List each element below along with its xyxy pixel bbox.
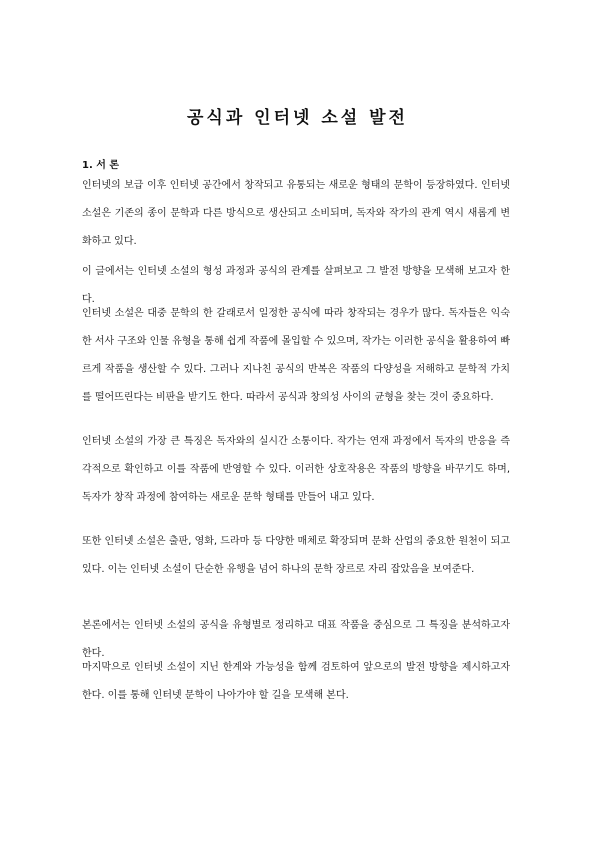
section-heading: 1. 서 론 xyxy=(82,160,120,171)
paragraph: 인터넷 소설은 대중 문학의 한 갈래로서 일정한 공식에 따라 창작되는 경우가 많다. 독자들은 익숙한 서사 구조와 인물 유형을 통해 쉽게 작품에 몰입할 수 있으며, 작가는 이러한 공식을 활용하여 빠르게 작품을 생산할 수 있다. 그러나 지나친 공식의 반복은 작품의 다양성을 저해하고 문학적 가치를 떨어뜨린다는 비판을 받기도 한다. 따라서 공식과 창의성 사이의 균형을 찾는 것이 중요하다. xyxy=(82,308,510,403)
paragraph: 또한 인터넷 소설은 출판, 영화, 드라마 등 다양한 매체로 확장되며 문화 산업의 중요한 원천이 되고 있다. 이는 인터넷 소설이 단순한 유행을 넘어 하나의 문학 장르로 자리 잡았음을 보여준다. xyxy=(82,536,510,575)
paragraph: 마지막으로 인터넷 소설이 지닌 한계와 가능성을 함께 검토하여 앞으로의 발전 방향을 제시하고자 한다. 이를 통해 인터넷 문학이 나아가야 할 길을 모색해 본다. xyxy=(82,662,510,701)
document-title: 공식과 인터넷 소설 발전 xyxy=(187,108,408,128)
paragraph: 인터넷 소설의 가장 큰 특징은 독자와의 실시간 소통이다. 작가는 연재 과정에서 독자의 반응을 즉각적으로 확인하고 이를 작품에 반영할 수 있다. 이러한 상호작용은 작품의 방향을 바꾸기도 하며, 독자가 창작 과정에 참여하는 새로운 문학 형태를 만들어 내고 있다. xyxy=(82,436,510,503)
paragraph: 이 글에서는 인터넷 소설의 형성 과정과 공식의 관계를 살펴보고 그 발전 방향을 모색해 보고자 한다. xyxy=(82,266,510,305)
paragraph: 인터넷의 보급 이후 인터넷 공간에서 창작되고 유통되는 새로운 형태의 문학이 등장하였다. 인터넷 소설은 기존의 종이 문학과 다른 방식으로 생산되고 소비되며, 독자와 작가의 관계 역시 새롭게 변화하고 있다. xyxy=(82,180,510,247)
paragraph: 본론에서는 인터넷 소설의 공식을 유형별로 정리하고 대표 작품을 중심으로 그 특징을 분석하고자 한다. xyxy=(82,620,510,659)
